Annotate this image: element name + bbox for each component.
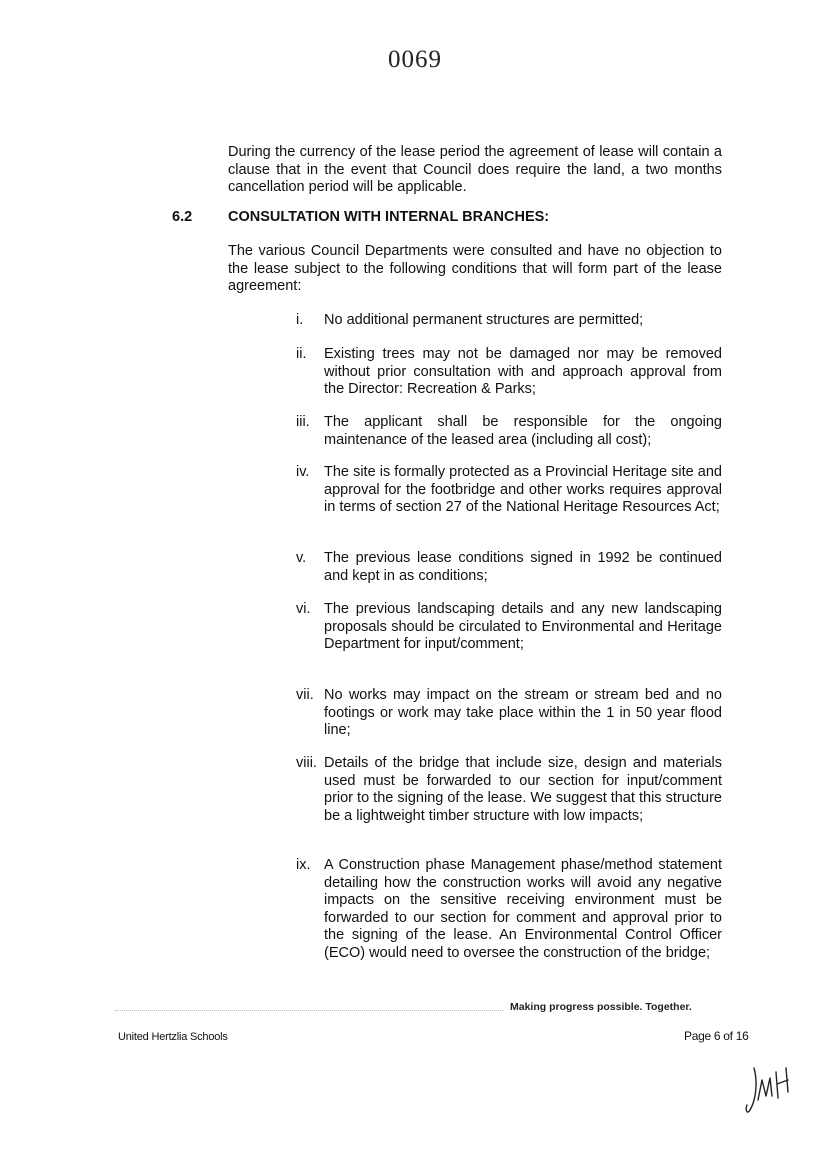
section-paragraph: The various Council Departments were consulted and have no objection to the lease subject to the following conditions that will form part of the lease agreement: xyxy=(228,243,722,294)
condition-item-vii xyxy=(296,687,722,740)
condition-item-ii xyxy=(296,346,722,399)
condition-text: The site is formally protected as a Provincial Heritage site and approval for the footbridge and other works requires approval in terms of section 27 of the National Heritage Resources Act; xyxy=(324,464,722,515)
condition-number: vi. xyxy=(296,601,311,617)
condition-number: viii. xyxy=(296,755,317,771)
condition-item-ix xyxy=(296,857,722,962)
condition-item-i xyxy=(296,312,722,330)
condition-text: No works may impact on the stream or stream bed and no footings or work may take place within the 1 in 50 year flood line; xyxy=(324,687,722,738)
condition-text: No additional permanent structures are permitted; xyxy=(324,312,644,328)
footer-tagline: Making progress possible. Together. xyxy=(510,1001,692,1013)
condition-number: iv. xyxy=(296,464,310,480)
condition-item-iv xyxy=(296,464,722,517)
condition-number: i. xyxy=(296,312,304,328)
condition-text: A Construction phase Management phase/method statement detailing how the construction works will avoid any negative impacts on the sensitive receiving environment must be forwarded to our section for comment and approval prior to the signing of the lease. An Environmental Control Officer (ECO) would need to oversee the construction of the bridge; xyxy=(324,857,722,961)
condition-item-v xyxy=(296,550,722,585)
section-number: 6.2 xyxy=(172,209,193,225)
condition-number: ix. xyxy=(296,857,311,873)
condition-text: The previous landscaping details and any new landscaping proposals should be circulated to Environmental and Heritage Department for input/comment; xyxy=(324,601,722,652)
condition-item-iii xyxy=(296,414,722,449)
condition-number: vii. xyxy=(296,687,314,703)
condition-number: ii. xyxy=(296,346,307,362)
condition-number: v. xyxy=(296,550,307,566)
condition-text: The previous lease conditions signed in 1992 be continued and kept in as conditions; xyxy=(324,550,722,584)
condition-text: Existing trees may not be damaged nor may be removed without prior consultation with and approach approval from the Director: Recreation & Parks; xyxy=(324,346,722,397)
condition-item-viii xyxy=(296,755,722,825)
footer-organization: United Hertzlia Schools xyxy=(118,1031,228,1043)
condition-text: Details of the bridge that include size, design and materials used must be forwarded to our section for input/comment prior to the signing of the lease. We suggest that this structure be a lightweight timber structure with low impacts; xyxy=(324,755,722,824)
page-number: Page 6 of 16 xyxy=(684,1029,749,1043)
page-stamp-number: 0069 xyxy=(388,46,442,73)
intro-paragraph: During the currency of the lease period the agreement of lease will contain a clause that in the event that Council does require the land, a two months cancellation period will be applicable. xyxy=(228,144,722,195)
handwritten-initials-signature xyxy=(744,1060,794,1120)
condition-number: iii. xyxy=(296,414,310,430)
condition-text: The applicant shall be responsible for the ongoing maintenance of the leased area (including all cost); xyxy=(324,414,722,448)
section-title: CONSULTATION WITH INTERNAL BRANCHES: xyxy=(228,209,550,225)
condition-item-vi xyxy=(296,601,722,654)
footer-divider xyxy=(115,1010,503,1011)
